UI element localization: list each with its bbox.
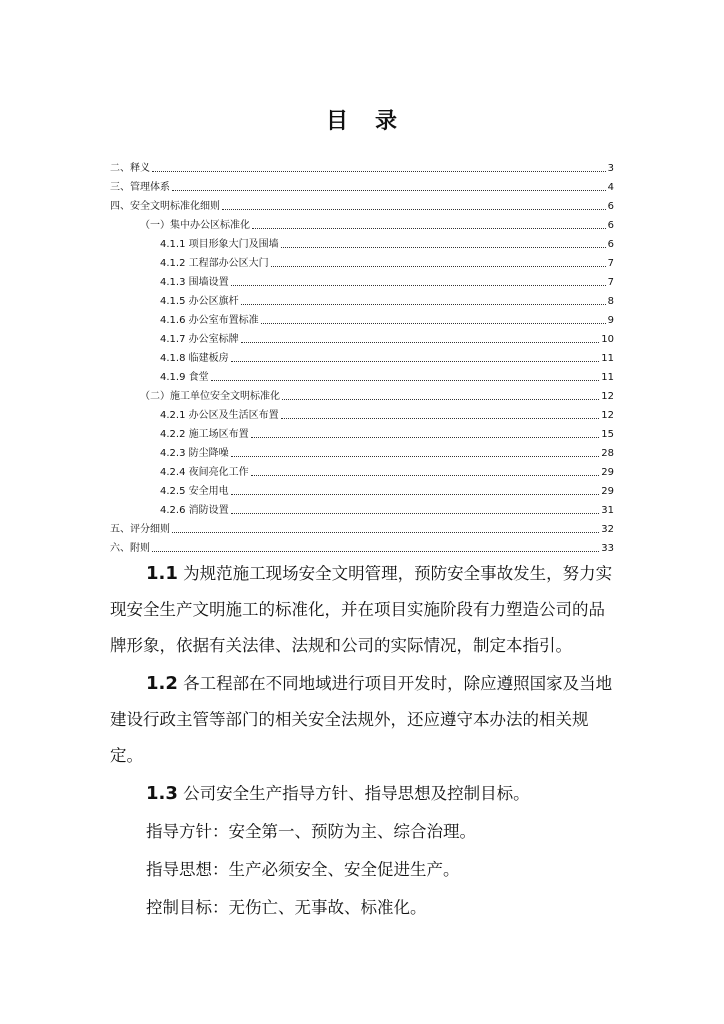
toc-entry-page: 3	[607, 163, 614, 174]
toc-leader-dots	[231, 513, 600, 514]
toc-entry[interactable]	[110, 251, 614, 270]
toc-entry-title: 4.1.8 临建板房	[160, 353, 229, 364]
toc-entry-page: 10	[601, 334, 614, 345]
toc-entry-page: 9	[607, 315, 614, 326]
paragraph-1-2	[110, 666, 620, 774]
toc-entry-page: 7	[607, 258, 614, 269]
toc-leader-dots	[281, 247, 606, 248]
toc-leader-dots	[172, 532, 599, 533]
toc-entry-title: 六、附则	[110, 543, 150, 554]
toc-entry[interactable]	[110, 422, 614, 441]
toc-entry[interactable]	[110, 441, 614, 460]
toc-entry-page: 32	[601, 524, 614, 535]
toc-leader-dots	[281, 418, 600, 419]
paragraph-text: 公司安全生产指导方针、指导思想及控制目标。	[177, 784, 530, 803]
paragraph-number: 1.2	[146, 673, 178, 694]
toc-entry-title: 4.1.3 围墙设置	[160, 277, 229, 288]
toc-entry-title: 4.2.6 消防设置	[160, 505, 229, 516]
toc-entry-title: 4.2.2 施工场区布置	[160, 429, 249, 440]
toc-entry-title: 三、管理体系	[110, 182, 170, 193]
toc-leader-dots	[252, 228, 606, 229]
toc-entry[interactable]	[110, 175, 614, 194]
toc-entry-page: 12	[601, 391, 614, 402]
toc-leader-dots	[261, 323, 606, 324]
toc-entry[interactable]	[110, 232, 614, 251]
toc-entry-title: （一）集中办公区标准化	[140, 220, 250, 231]
toc-leader-dots	[231, 494, 600, 495]
toc-leader-dots	[231, 361, 600, 362]
toc-entry[interactable]	[110, 289, 614, 308]
toc-entry[interactable]	[110, 479, 614, 498]
toc-entry-title: 4.2.1 办公区及生活区布置	[160, 410, 279, 421]
toc-entry-title: 五、评分细则	[110, 524, 170, 535]
toc-entry[interactable]	[110, 213, 614, 232]
toc-entry-page: 6	[607, 201, 614, 212]
toc-entry[interactable]	[110, 517, 614, 536]
toc-leader-dots	[241, 304, 606, 305]
toc-entry-title: 4.2.4 夜间亮化工作	[160, 467, 249, 478]
toc-entry[interactable]	[110, 327, 614, 346]
toc-entry-title: 4.2.5 安全用电	[160, 486, 229, 497]
toc-entry-title: 4.1.7 办公室标牌	[160, 334, 239, 345]
toc-leader-dots	[241, 342, 600, 343]
toc-entry-title: 4.1.6 办公室布置标准	[160, 315, 259, 326]
toc-leader-dots	[152, 171, 606, 172]
toc-entry-page: 28	[601, 448, 614, 459]
table-of-contents	[110, 156, 614, 555]
toc-entry-page: 7	[607, 277, 614, 288]
toc-entry-page: 29	[601, 486, 614, 497]
toc-entry[interactable]	[110, 403, 614, 422]
toc-entry-page: 15	[601, 429, 614, 440]
toc-leader-dots	[222, 209, 606, 210]
paragraph-text: 各工程部在不同地域进行项目开发时，除应遵照国家及当地建设行政主管等部门的相关安全法规外，还应遵守本办法的相关规定。	[110, 674, 613, 765]
toc-entry-title: 4.1.9 食堂	[160, 372, 209, 383]
toc-entry-page: 8	[607, 296, 614, 307]
toc-entry[interactable]	[110, 270, 614, 289]
toc-entry[interactable]	[110, 498, 614, 517]
toc-entry-page: 11	[601, 353, 614, 364]
page-title	[0, 104, 724, 135]
toc-leader-dots	[152, 551, 599, 552]
toc-entry[interactable]	[110, 346, 614, 365]
toc-entry-page: 6	[607, 239, 614, 250]
control-target: 控制目标：无伤亡、无事故、标准化。	[146, 898, 427, 917]
toc-entry-page: 12	[601, 410, 614, 421]
toc-entry-page: 29	[601, 467, 614, 478]
guiding-thought: 指导思想：生产必须安全、安全促进生产。	[146, 860, 460, 879]
title-left: 目	[325, 109, 349, 134]
toc-leader-dots	[271, 266, 606, 267]
toc-entry[interactable]	[110, 308, 614, 327]
toc-entry-title: 4.1.5 办公区旗杆	[160, 296, 239, 307]
toc-leader-dots	[172, 190, 606, 191]
paragraph-1-1	[110, 556, 620, 664]
toc-entry-title: 4.1.2 工程部办公区大门	[160, 258, 269, 269]
toc-entry[interactable]	[110, 194, 614, 213]
toc-entry-title: 4.1.1 项目形象大门及围墙	[160, 239, 279, 250]
toc-entry[interactable]	[110, 365, 614, 384]
paragraph-number: 1.1	[146, 563, 178, 584]
paragraph-1-3	[110, 776, 620, 812]
toc-entry[interactable]	[110, 384, 614, 403]
toc-entry[interactable]	[110, 460, 614, 479]
toc-entry-page: 33	[601, 543, 614, 554]
document-body	[110, 556, 620, 928]
toc-leader-dots	[251, 437, 600, 438]
toc-entry-title: （二）施工单位安全文明标准化	[140, 391, 280, 402]
toc-entry[interactable]	[110, 536, 614, 555]
paragraph-number: 1.3	[146, 783, 178, 804]
toc-leader-dots	[251, 475, 600, 476]
toc-leader-dots	[282, 399, 599, 400]
guiding-policy: 指导方针：安全第一、预防为主、综合治理。	[146, 822, 476, 841]
toc-leader-dots	[211, 380, 600, 381]
paragraph-text: 为规范施工现场安全文明管理，预防安全事故发生，努力实现安全生产文明施工的标准化，并在项目实施阶段有力塑造公司的品牌形象，依据有关法律、法规和公司的实际情况，制定本指引。	[110, 564, 613, 655]
toc-entry-title: 四、安全文明标准化细则	[110, 201, 220, 212]
toc-entry-title: 4.2.3 防尘降噪	[160, 448, 229, 459]
toc-entry-title: 二、释义	[110, 163, 150, 174]
toc-entry-page: 31	[601, 505, 614, 516]
toc-leader-dots	[231, 285, 606, 286]
toc-leader-dots	[231, 456, 600, 457]
toc-entry-page: 4	[607, 182, 614, 193]
toc-entry[interactable]	[110, 156, 614, 175]
title-right: 录	[375, 109, 399, 134]
toc-entry-page: 6	[607, 220, 614, 231]
toc-entry-page: 11	[601, 372, 614, 383]
